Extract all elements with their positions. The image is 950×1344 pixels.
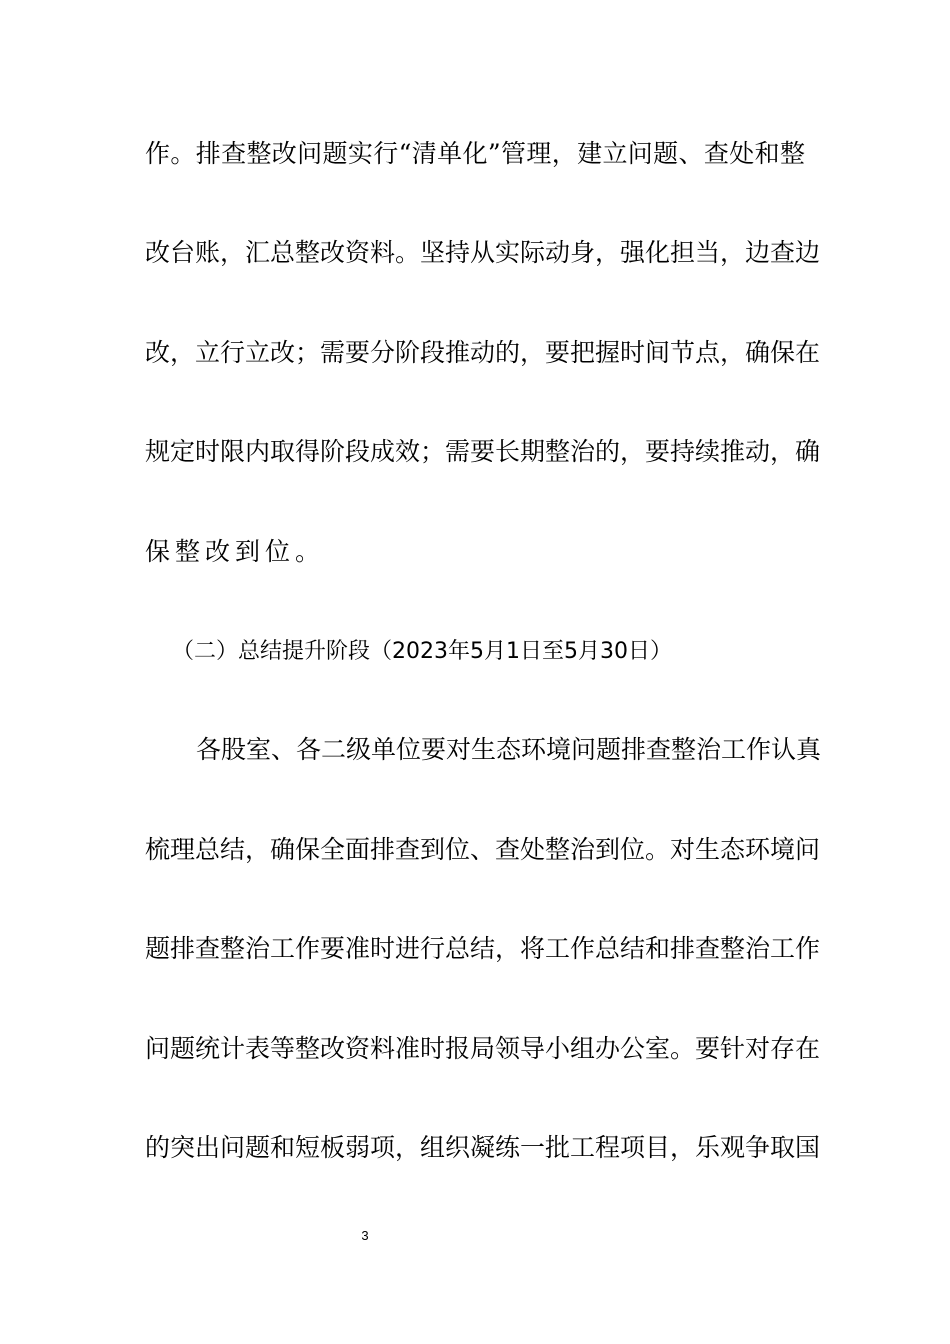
paragraph2-line-4: 问题统计表等整改资料准时报局领导小组办公室。要针对存在 <box>145 1034 821 1063</box>
paragraph2-line-1: 各股室、各二级单位要对生态环境问题排查整治工作认真 <box>196 735 822 764</box>
section-heading: （二）总结提升阶段（2023年5月1日至5月30日） <box>172 639 672 664</box>
paragraph1-line-3: 改，立行立改；需要分阶段推动的，要把握时间节点，确保在 <box>145 338 821 367</box>
paragraph1-line-5: 保整改到位。 <box>145 537 326 566</box>
page-number: 3 <box>361 1228 369 1243</box>
paragraph2-line-2: 梳理总结，确保全面排查到位、查处整治到位。对生态环境问 <box>145 835 821 864</box>
paragraph2-line-5: 的突出问题和短板弱项，组织凝练一批工程项目，乐观争取国 <box>145 1133 821 1162</box>
paragraph2-line-3: 题排查整治工作要准时进行总结，将工作总结和排查整治工作 <box>145 934 821 963</box>
paragraph1-line-2: 改台账，汇总整改资料。坚持从实际动身，强化担当，边查边 <box>145 238 821 267</box>
paragraph1-line-1: 作。排查整改问题实行“清单化”管理，建立问题、查处和整 <box>145 139 805 168</box>
paragraph1-line-4: 规定时限内取得阶段成效；需要长期整治的，要持续推动，确 <box>145 437 821 466</box>
